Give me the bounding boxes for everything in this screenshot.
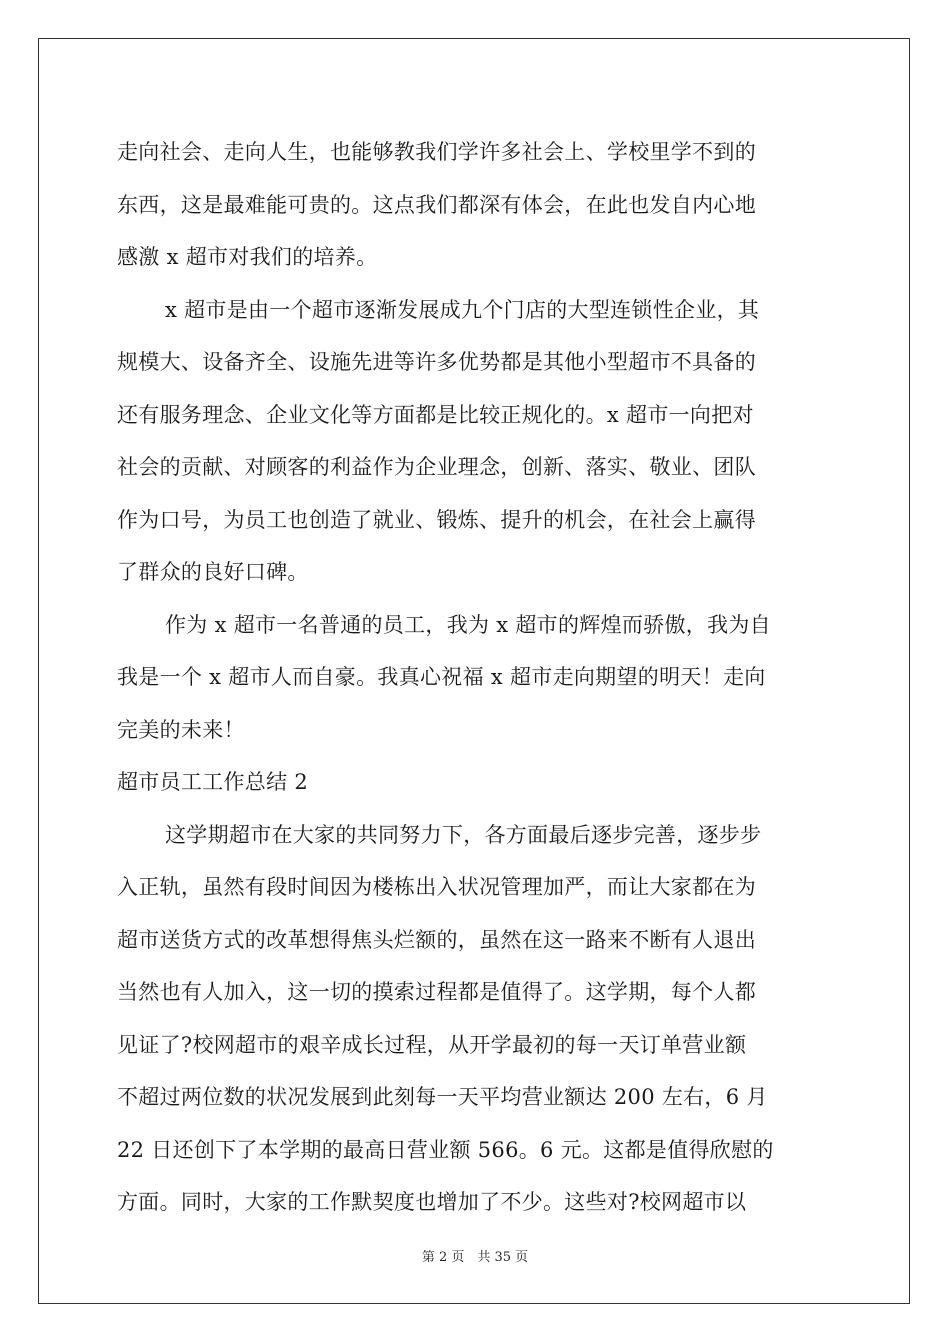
text-line: 作为口号，为员工也创造了就业、锻炼、提升的机会，在社会上赢得 bbox=[117, 507, 756, 532]
text-line: 我是一个 x 超市人而自豪。我真心祝福 x 超市走向期望的明天！走向 bbox=[117, 665, 766, 689]
text-line: 走向社会、走向人生，也能够教我们学许多社会上、学校里学不到的 bbox=[117, 140, 756, 164]
text-line: 规模大、设备齐全、设施先进等许多优势都是其他小型超市不具备的 bbox=[117, 350, 756, 374]
text-line: x 超市是由一个超市逐渐发展成九个门店的大型连锁性企业，其 bbox=[165, 297, 760, 322]
text-line: 还有服务理念、企业文化等方面都是比较正规化的。x 超市一向把对 bbox=[117, 402, 754, 427]
text-line: 东西，这是最难能可贵的。这点我们都深有体会，在此也发自内心地 bbox=[117, 192, 756, 217]
text-line: 见证了?校网超市的艰辛成长过程，从开学最初的每一天订单营业额 bbox=[117, 1032, 747, 1057]
section-heading: 超市员工工作总结 2 bbox=[117, 770, 309, 794]
text-line: 超市送货方式的改革想得焦头烂额的，虽然在这一路来不断有人退出 bbox=[117, 927, 756, 952]
text-line: 22 日还创下了本学期的最高日营业额 566。6 元。这都是值得欣慰的 bbox=[117, 1137, 774, 1162]
text-line: 当然也有人加入，这一切的摸索过程都是值得了。这学期，每个人都 bbox=[117, 980, 756, 1004]
text-line: 不超过两位数的状况发展到此刻每一天平均营业额达 200 左右，6 月 bbox=[117, 1085, 768, 1109]
document-body bbox=[117, 126, 837, 1229]
text-line: 社会的贡献、对顾客的利益作为企业理念，创新、落实、敬业、团队 bbox=[117, 455, 756, 479]
page-footer: 第 2 页 共 35 页 bbox=[421, 1250, 529, 1265]
text-line: 完美的未来！ bbox=[117, 717, 245, 742]
text-line: 感激 x 超市对我们的培养。 bbox=[117, 245, 378, 269]
text-line: 这学期超市在大家的共同努力下，各方面最后逐步完善，逐步步 bbox=[165, 822, 762, 847]
text-line: 作为 x 超市一名普通的员工，我为 x 超市的辉煌而骄傲，我为自 bbox=[165, 612, 771, 637]
text-line: 方面。同时，大家的工作默契度也增加了不少。这些对?校网超市以 bbox=[117, 1190, 747, 1214]
text-line: 了群众的良好口碑。 bbox=[117, 560, 309, 584]
text-line: 入正轨，虽然有段时间因为楼栋出入状况管理加严，而让大家都在为 bbox=[117, 875, 756, 899]
